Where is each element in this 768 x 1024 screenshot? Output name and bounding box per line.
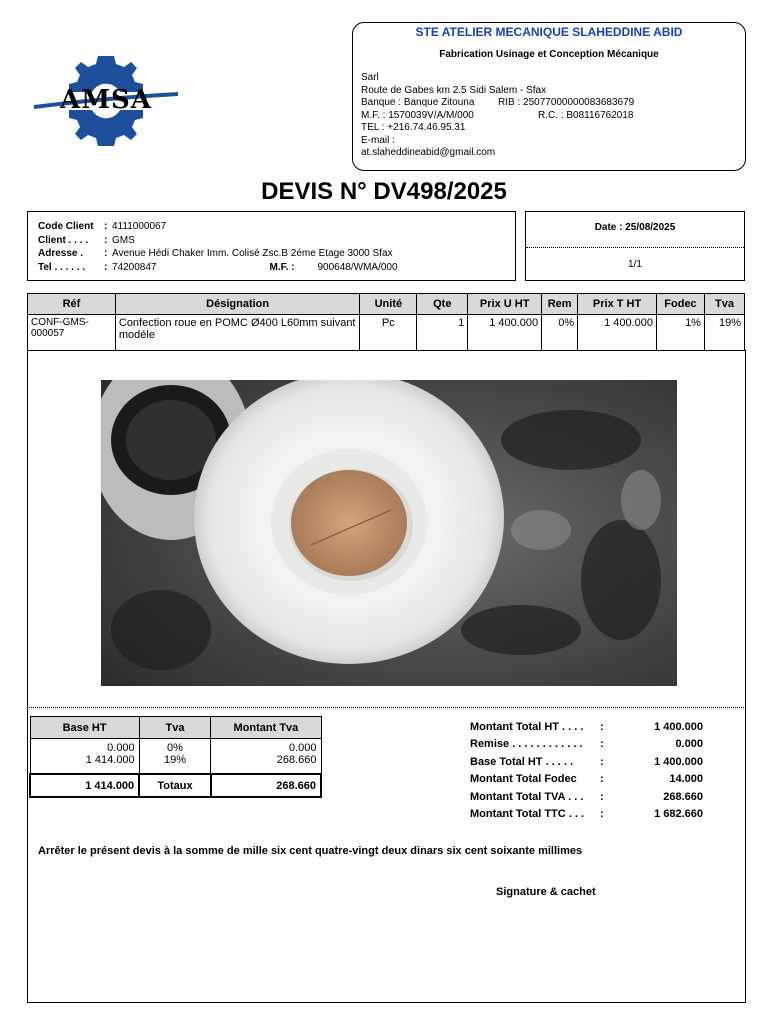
document-title: DEVIS N° DV498/2025 [261,178,507,205]
date-box [525,211,745,281]
company-bank: Banque : Banque Zitouna [361,97,475,108]
col-header-designation: Désignation [115,294,360,315]
discount-row: Remise . . . . . . . . . . . . : 0.000 [470,738,703,751]
client-mf: 900648/WMA/000 [317,261,398,273]
company-mf: M.F. : 1570039V/A/M/000 [361,109,474,121]
base-ht-value: 1 400.000 [654,755,703,768]
tax-amount-0: 0.000 [288,742,317,754]
discount-value: 0.000 [675,738,703,751]
signature-label: Signature & cachet [496,886,596,898]
tax-col-base: Base HT [30,717,139,739]
tax-col-amount: Montant Tva [211,717,321,739]
client-address-label: Adresse . [38,248,84,259]
total-ht-row: Montant Total HT . . . . : 1 400.000 [470,720,703,733]
table-row [28,315,745,351]
table-row [30,739,321,775]
company-name: STE ATELIER MECANIQUE SLAHEDDINE ABID [415,25,683,39]
totals-summary [470,718,703,823]
tax-total-amount: 268.660 [211,774,321,797]
amount-in-words: Arrêter le présent devis à la somme de mille six cent quatre-vingt deux dinars six cent soixante millimes [38,845,583,857]
item-qty: 1 [417,315,468,351]
base-ht-row: Base Total HT . . . . . : 1 400.000 [470,755,703,768]
total-ht-value: 1 400.000 [654,720,703,733]
col-header-tva: Tva [704,294,744,315]
tax-amount-1: 268.660 [276,754,317,766]
client-mf-label: M.F. : [269,261,295,273]
item-discount: 0% [542,315,578,351]
tax-total-label: Totaux [139,774,211,797]
item-designation: Confection roue en POMC Ø400 L60mm suivant modéle [115,315,360,351]
company-email: at.slaheddineabid@gmail.com [361,147,496,158]
item-fodec: 1% [657,315,705,351]
tva-row: Montant Total TVA . . . : 268.660 [470,790,703,803]
product-photo [101,380,677,686]
client-tel: 74200847 [112,261,157,273]
tax-base-0: 0.000 [107,742,135,754]
tva-label: Montant Total TVA . . . [470,790,584,803]
company-logo [30,52,182,148]
company-address: Route de Gabes km 2.5 Sidi Salem - Sfax [361,84,547,96]
ttc-label: Montant Total TTC . . . [470,808,585,821]
company-tel: TEL : +216.74.46.95.31 [361,122,466,133]
item-ref: CONF-GMS-000057 [28,315,116,351]
client-info-box: Code Client : 4111000067 Client . . . . : GMS Adresse . : Avenue Hédi Chaker Imm. Colisé Zsc.B 2éme Etage 3000 Sfax Tel . . . . . . : 74200847 M.F. : 900648/WMA/000 [27,211,516,281]
client-code: 4111000067 [112,221,167,232]
company-rib: RIB : 25077000000083683679 [498,97,635,108]
tax-base-1: 1 414.000 [85,754,135,766]
company-activity: Fabrication Usinage et Conception Mécanique [439,49,659,60]
client-name: GMS [112,234,135,246]
client-address: Avenue Hédi Chaker Imm. Colisé Zsc.B 2éme Etage 3000 Sfax [112,248,393,259]
tax-header-row [30,717,321,739]
col-header-discount: Rem [542,294,578,315]
client-tel-label: Tel . . . . . . [38,261,86,273]
item-tva: 19% [704,315,744,351]
company-info-box [352,22,746,171]
section-divider [27,707,746,708]
tax-total-base: 1 414.000 [30,774,139,797]
company-rc: R.C. : B08116762018 [538,109,634,121]
ttc-row: Montant Total TTC . . . : 1 682.660 [470,808,703,821]
item-unit-price: 1 400.000 [468,315,542,351]
col-header-total-price: Prix T HT [578,294,657,315]
tax-rate-0: 0% [167,742,183,754]
tax-total-row [30,774,321,797]
client-name-label: Client . . . . [38,234,89,246]
tax-col-rate: Tva [139,717,211,739]
tax-summary-table [29,716,322,798]
base-ht-label: Base Total HT . . . . . [470,755,574,768]
col-header-unit-price: Prix U HT [468,294,542,315]
col-header-qty: Qte [417,294,468,315]
fodec-row: Montant Total Fodec : 14.000 [470,773,703,786]
company-email-label: E-mail : [361,134,395,146]
col-header-ref: Réf [28,294,116,315]
total-ht-label: Montant Total HT . . . . [470,720,584,733]
col-header-unit: Unité [360,294,417,315]
items-table [27,293,745,351]
fodec-value: 14.000 [669,773,703,786]
company-details [361,72,737,160]
logo-text: AMSA [60,85,152,115]
item-unit: Pc [360,315,417,351]
col-header-fodec: Fodec [657,294,705,315]
tva-value: 268.660 [663,790,703,803]
date-divider [526,247,744,248]
discount-label: Remise . . . . . . . . . . . . [470,738,583,751]
ttc-value: 1 682.660 [654,808,703,821]
item-total-price: 1 400.000 [578,315,657,351]
tax-rate-1: 19% [163,754,186,766]
page-number: 1/1 [628,259,642,270]
fodec-label: Montant Total Fodec [470,773,577,786]
client-code-label: Code Client [38,221,94,232]
document-date: Date : 25/08/2025 [594,222,676,233]
company-form: Sarl [361,72,379,83]
items-header-row [28,294,745,315]
